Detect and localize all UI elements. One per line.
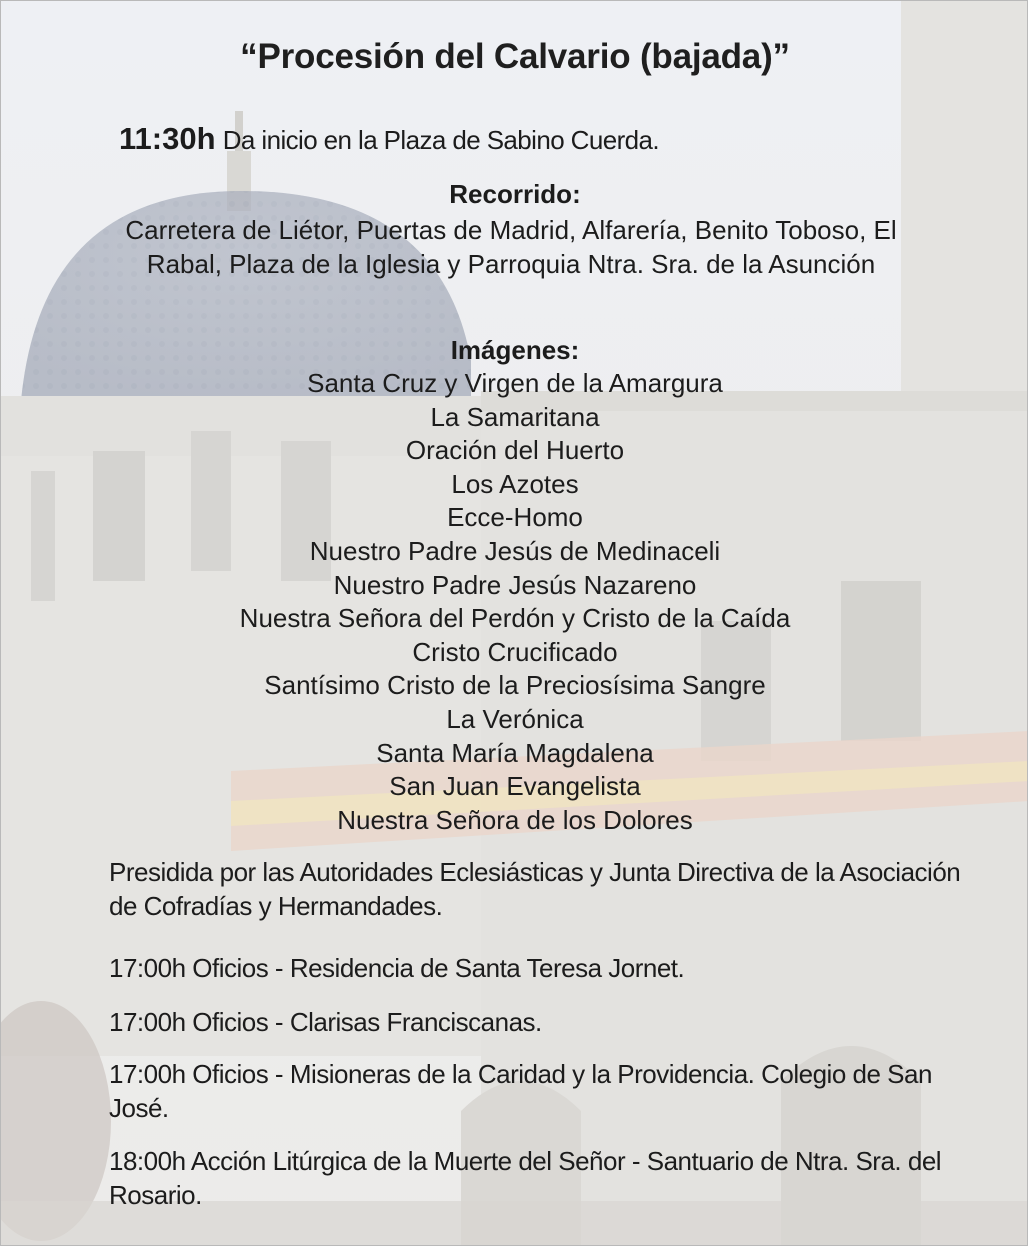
start-time: 11:30h (119, 121, 216, 156)
image-item: Nuestro Padre Jesús Nazareno (333, 569, 697, 600)
images-list (1, 367, 1028, 837)
route-heading: Recorrido: (449, 179, 581, 209)
image-item: La Samaritana (430, 401, 600, 432)
start-text: Da inicio en la Plaza de Sabino Cuerda. (222, 125, 659, 155)
schedule-item: 18:00h Acción Litúrgica de la Muerte del Señor - Santuario de Ntra. Sra. del Rosario. (109, 1146, 942, 1210)
image-item: Cristo Crucificado (412, 636, 618, 667)
image-item: Los Azotes (451, 468, 579, 499)
image-item: Santa María Magdalena (376, 737, 654, 768)
image-item: Nuestro Padre Jesús de Medinaceli (309, 535, 721, 566)
image-item: Oración del Huerto (405, 435, 625, 466)
page-title: “Procesión del Calvario (bajada)” (240, 37, 790, 76)
start-info (119, 121, 659, 157)
image-item: La Verónica (446, 703, 584, 734)
route-text: Carretera de Liétor, Puertas de Madrid, Alfarería, Benito Toboso, El Rabal, Plaza de la Iglesia y Parroquia Ntra. Sra. de la Asunción (125, 215, 897, 279)
presided-text: Presidida por las Autoridades Eclesiásticas y Junta Directiva de la Asociación de Cofradías y Hermandades. (109, 857, 961, 921)
images-heading: Imágenes: (450, 335, 580, 365)
image-item: Santísimo Cristo de la Preciosísima Sangre (264, 670, 766, 701)
schedule-item: 17:00h Oficios - Clarisas Franciscanas. (109, 1007, 542, 1037)
image-item: Nuestra Señora del Perdón y Cristo de la Caída (239, 603, 791, 634)
image-item: Ecce-Homo (447, 502, 583, 533)
schedule-item: 17:00h Oficios - Misioneras de la Caridad y la Providencia. Colegio de San José. (109, 1059, 932, 1123)
image-item: Santa Cruz y Virgen de la Amargura (307, 368, 723, 398)
image-item: Nuestra Señora de los Dolores (337, 804, 693, 835)
image-item: San Juan Evangelista (389, 771, 641, 802)
schedule-item: 17:00h Oficios - Residencia de Santa Teresa Jornet. (109, 953, 685, 983)
